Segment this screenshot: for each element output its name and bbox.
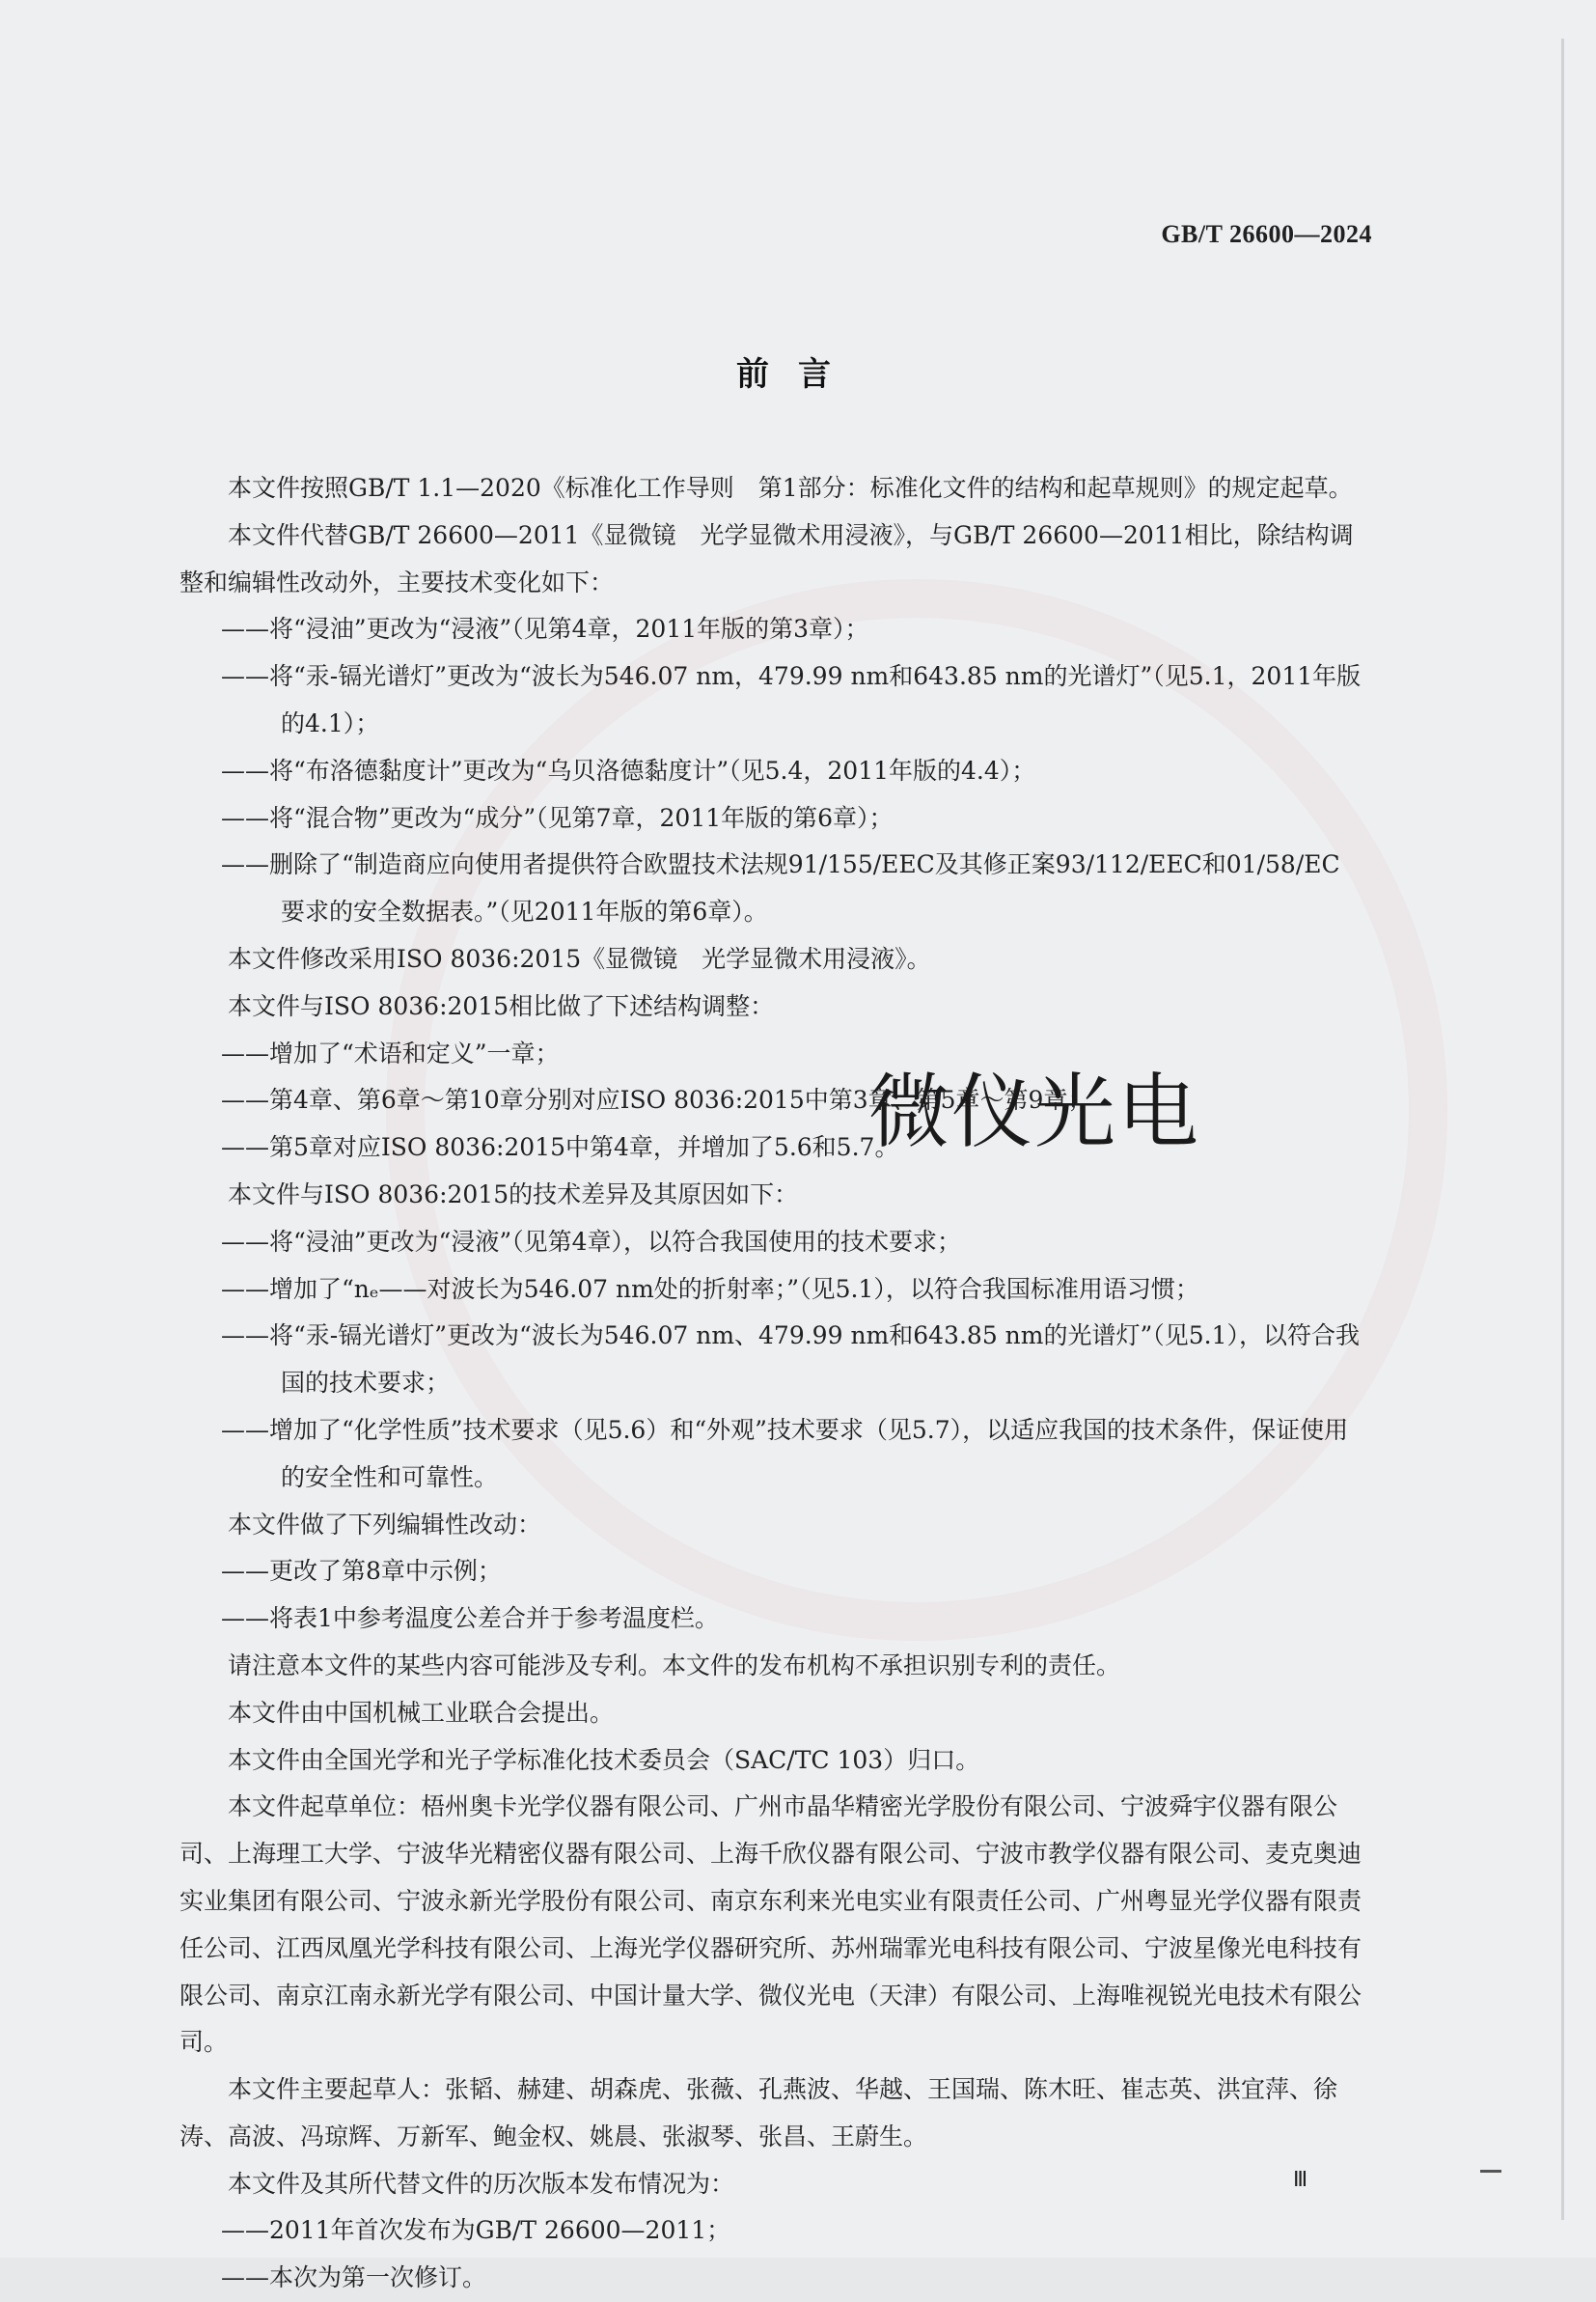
page-number: Ⅲ bbox=[1293, 2167, 1308, 2191]
paragraph: 本文件做了下列编辑性改动： bbox=[228, 1510, 542, 1539]
paragraph: 本文件主要起草人：张韬、赫建、胡森虎、张薇、孔燕波、华越、王国瑞、陈木旺、崔志英、洪宜萍、徐涛、高波、冯琼辉、万新军、鲍金权、姚晨、张淑琴、张昌、王蔚生。 bbox=[179, 2075, 1338, 2150]
list-item: ——将“布洛德黏度计”更改为“乌贝洛德黏度计”（见5.4，2011年版的4.4）； bbox=[221, 756, 1036, 785]
list-item: ——第5章对应ISO 8036:2015中第4章，并增加了5.6和5.7。 bbox=[221, 1133, 899, 1162]
paragraph: 本文件由中国机械工业联合会提出。 bbox=[228, 1698, 615, 1727]
paragraph: 本文件起草单位：梧州奥卡光学仪器有限公司、广州市晶华精密光学股份有限公司、宁波舜宇仪器有限公司、上海理工大学、宁波华光精密仪器有限公司、上海千欣仪器有限公司、宁波市教学仪器有限公司、麦克奥迪实业集团有限公司、宁波永新光学股份有限公司、南京东利来光电实业有限责任公司、广州粤显光学仪器有限责任公司、江西凤凰光学科技有限公司、上海光学仪器研究所、苏州瑞霏光电科技有限公司、宁波星像光电科技有限公司、南京江南永新光学有限公司、中国计量大学、微仪光电（天津）有限公司、上海唯视锐光电技术有限公司。 bbox=[179, 1792, 1362, 2057]
list-item: ——将“浸油”更改为“浸液”（见第4章，2011年版的第3章）； bbox=[221, 615, 869, 644]
paragraph: 本文件及其所代替文件的历次版本发布情况为： bbox=[228, 2169, 735, 2198]
list-item: ——增加了“化学性质”技术要求（见5.6）和“外观”技术要求（见5.7），以适应我国的技术条件，保证使用的安全性和可靠性。 bbox=[221, 1415, 1349, 1491]
list-item: ——将“汞-镉光谱灯”更改为“波长为546.07 nm、479.99 nm和643.85 nm的光谱灯”（见5.1），以符合我国的技术要求； bbox=[221, 1321, 1361, 1398]
list-item: ——删除了“制造商应向使用者提供符合欧盟技术法规91/155/EEC及其修正案93/112/EEC和01/58/EC要求的安全数据表。”（见2011年版的第6章）。 bbox=[221, 850, 1340, 927]
list-item: ——将“浸油”更改为“浸液”（见第4章），以符合我国使用的技术要求； bbox=[221, 1227, 962, 1256]
body-text bbox=[179, 465, 1362, 2302]
list-item: ——将“混合物”更改为“成分”（见第7章，2011年版的第6章）； bbox=[221, 803, 894, 832]
list-item: ——更改了第8章中示例； bbox=[221, 1557, 502, 1586]
watermark-text: 微仪光电 bbox=[868, 1065, 1201, 1159]
paragraph: 本文件由全国光学和光子学标准化技术委员会（SAC/TC 103）归口。 bbox=[228, 1745, 980, 1774]
page-title: 前言 bbox=[736, 355, 860, 394]
paragraph: 本文件按照GB/T 1.1—2020《标准化工作导则 第1部分：标准化文件的结构和起草规则》的规定起草。 bbox=[228, 474, 1353, 502]
edge-mark bbox=[1480, 2170, 1501, 2173]
paragraph: 本文件与ISO 8036:2015相比做了下述结构调整： bbox=[228, 991, 775, 1020]
doc-number: GB/T 26600—2024 bbox=[1161, 220, 1372, 248]
paragraph: 本文件与ISO 8036:2015的技术差异及其原因如下： bbox=[228, 1179, 799, 1208]
paragraph: 本文件代替GB/T 26600—2011《显微镜 光学显微术用浸液》，与GB/T 26600—2011相比，除结构调整和编辑性改动外，主要技术变化如下： bbox=[179, 520, 1354, 596]
list-item: ——第4章、第6章～第10章分别对应ISO 8036:2015中第3章、第5章～第9章； bbox=[221, 1086, 1092, 1115]
list-item: ——增加了“术语和定义”一章； bbox=[221, 1039, 560, 1068]
list-item: ——本次为第一次修订。 bbox=[221, 2263, 487, 2292]
list-item: ——2011年首次发布为GB/T 26600—2011； bbox=[221, 2216, 731, 2245]
list-item: ——增加了“nₑ——对波长为546.07 nm处的折射率；”（见5.1），以符合我国标准用语习惯； bbox=[221, 1274, 1199, 1303]
list-item: ——将表1中参考温度公差合并于参考温度栏。 bbox=[221, 1604, 719, 1633]
paragraph: 请注意本文件的某些内容可能涉及专利。本文件的发布机构不承担识别专利的责任。 bbox=[228, 1650, 1121, 1679]
paragraph: 本文件修改采用ISO 8036:2015《显微镜 光学显微术用浸液》。 bbox=[228, 944, 931, 973]
list-item: ——将“汞-镉光谱灯”更改为“波长为546.07 nm，479.99 nm和643.85 nm的光谱灯”（见5.1，2011年版的4.1）； bbox=[221, 662, 1362, 737]
